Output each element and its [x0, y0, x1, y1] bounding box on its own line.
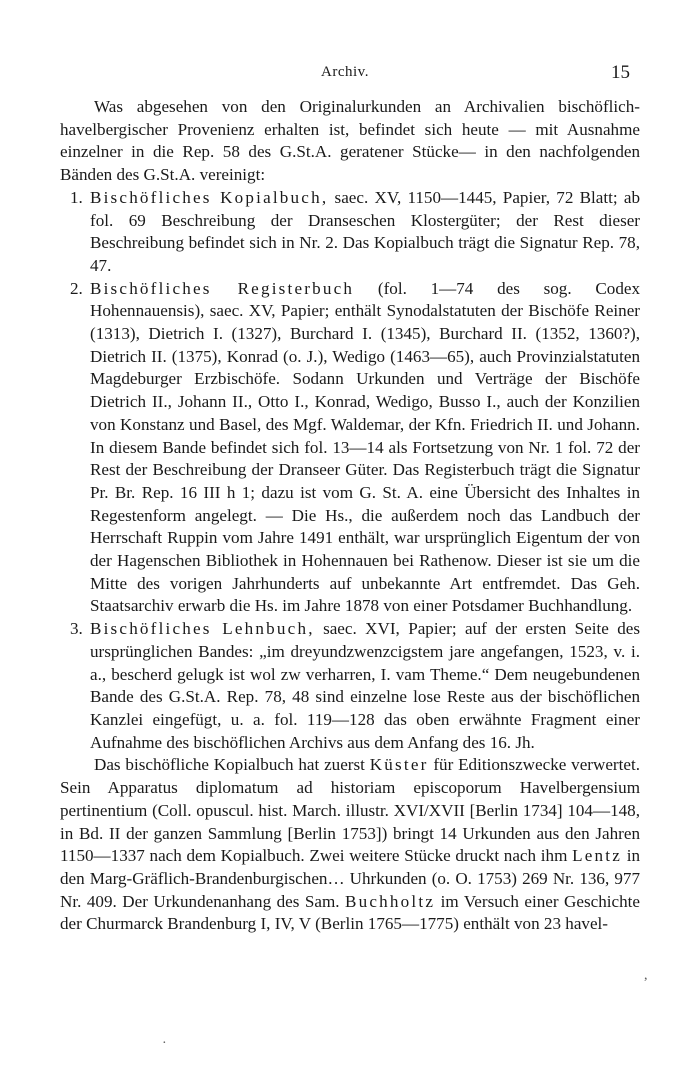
list-item: [60, 618, 640, 754]
stray-mark: ·: [162, 1036, 167, 1051]
closing-text: Das bischöfliche Kopialbuch hat zuerst: [94, 755, 370, 775]
page-body: [60, 96, 640, 936]
closing-text: im Versuch einer Geschichte der Churmarck Brandenburg I, IV, V (Berlin 1765—1775) enthält von 23 havel-: [60, 891, 640, 934]
closing-paragraph: [60, 754, 640, 936]
item-title: Bischöfliches Kopialbuch,: [90, 187, 329, 207]
item-title: Bischöfliches Registerbuch: [90, 278, 355, 298]
author-name: Küster: [369, 755, 429, 775]
page-number: 15: [611, 62, 630, 83]
item-number: 2.: [70, 278, 83, 298]
closing-text: in den Marg-Gräflich-Brandenburgischen… Uhrkunden (o. O. 1753) 269 Nr. 136, 977 Nr. 409. Der Urkundenanhang des Sam.: [60, 846, 640, 911]
item-number: 1.: [70, 187, 83, 207]
running-title: Archiv.: [321, 64, 369, 80]
closing-text: für Editionszwecke verwertet. Sein Apparatus diplomatum ad historiam episcoporum Havelbergensium pertinentium (Coll. opuscul. hist. March. illustr. XVI/XVII [Berlin 1734] 104—148, in Bd. II der ganzen Sammlung [Berlin 1753]) bringt 14 Urkunden aus den Jahren 1150—1337 nach dem Kopialbuch. Zwei weitere Stücke druckt nach ihm: [60, 755, 640, 866]
intro-paragraph: Was abgesehen von den Originalurkunden an Archivalien bischöflich-havelbergischer Provenienz erhalten ist, befindet sich heute — mit Ausnahme einzelner in die Rep. 58 des G.St.A. geratener Stücke— in den nachfolgenden Bänden des G.St.A. vereinigt:: [60, 97, 640, 185]
list-item: [60, 187, 640, 278]
author-name: Buchholtz: [345, 891, 436, 911]
page-header: [60, 62, 630, 86]
list-item: [60, 278, 640, 619]
item-text: saec. XV, 1150—1445, Papier, 72 Blatt; ab fol. 69 Beschreibung der Dranseschen Klostergüter; der Rest dieser Beschreibung befindet sich in Nr. 2. Das Kopialbuch trägt die Signatur Rep. 78, 47.: [90, 187, 640, 275]
item-text: (fol. 1—74 des sog. Codex Hohennauensis), saec. XV, Papier; enthält Synodalstatuten der Bischöfe Reiner (1313), Dietrich I. (1327), Burchard I. (1345), Burchard II. (1352, 1360?), Dietrich II. (1375), Konrad (o. J.), Wedigo (1463—65), auch Provinzialstatuten Magdeburger Erzbischöfe. Sodann Urkunden und Verträge der Bischöfe Dietrich II., Johann II., Otto I., Konrad, Wedigo, Busso I., auch der Konzilien von Konstanz und Basel, des Mgf. Waldemar, der Kfn. Friedrich II. und Johann. In diesem Bande befindet sich fol. 13—14 als Fortsetzung von Nr. 1 fol. 72 der Rest der Beschreibung der Dranseer Güter. Das Registerbuch trägt die Signatur Pr. Br. Rep. 16 III h 1; dazu ist vom G. St. A. eine Übersicht des Inhaltes in Regestenform angelegt. — Die Hs., die außerdem noch das Landbuch der Herrschaft Ruppin vom Jahre 1491 enthält, war ursprünglich Eigentum der von der Hagenschen Bibliothek in Hohennauen bei Rathenow. Dieser ist sie um die Mitte des vorigen Jahrhunderts auf unbekannte Art entfremdet. Das Geh. Staatsarchiv erwarb die Hs. im Jahre 1878 von einer Potsdamer Buchhandlung.: [90, 278, 640, 616]
author-name: Lentz: [572, 846, 622, 866]
stray-mark: ,: [644, 968, 648, 983]
archive-volume-list: [60, 187, 640, 755]
item-title: Bischöfliches Lehnbuch,: [90, 619, 315, 639]
item-text: saec. XVI, Papier; auf der ersten Seite des ursprünglichen Bandes: „im dreyundzwenzcigstem jare angefangen, 1523, v. i. a., bescherd gelugk ist wol zw verharren, I. vam Theme.“ Dem neugebundenen Bande des G.St.A. Rep. 78, 48 sind einzelne lose Reste aus der bischöflichen Kanzlei eingefügt, u. a. fol. 119—128 das oben erwähnte Fragment einer Aufnahme des bischöflichen Archivs aus dem Anfang des 16. Jh.: [90, 619, 640, 752]
item-number: 3.: [70, 619, 83, 639]
